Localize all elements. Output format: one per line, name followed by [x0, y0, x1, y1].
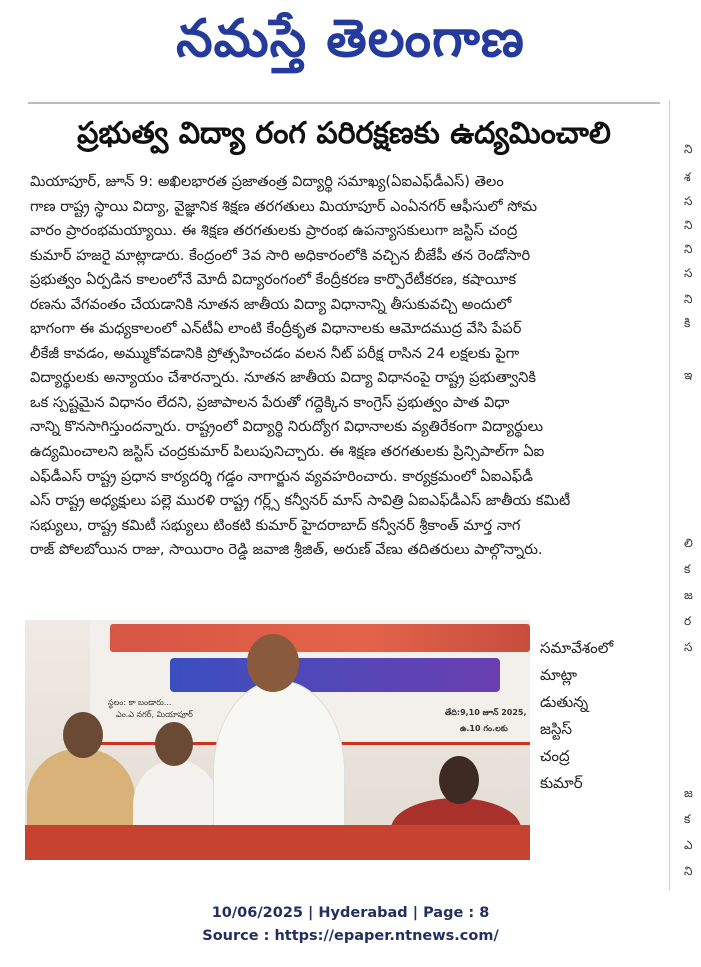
- article-line: గాణ రాష్ట్ర స్థాయి విద్యా, వైజ్ఞానిక శిక్షణ తరగతులు మియాపూర్ ఎంఏనగర్ ఆఫీసులో సోమ: [30, 197, 538, 215]
- caption-line: జస్టిస్: [540, 720, 573, 738]
- masthead: [0, 0, 701, 80]
- article-line: నాన్ని కొనసాగిస్తుందన్నారు. రాష్ట్రంలో విద్యార్థి నిరుద్యోగ విధానాలకు వ్యతిరేకంగా విద్యార్థులు: [30, 418, 544, 436]
- strip-glyph: ఎ: [684, 838, 693, 852]
- adjacent-article-strip: [676, 96, 701, 896]
- article-line: ఎస్ రాష్ట్ర అధ్యక్షులు పల్లె మురళి రాష్ట్ర గర్ల్స్ కన్వీనర్ మాస్ సావిత్రి ఏఐఎఫ్‌డీఎస్ జాతీయ కమిటీ: [30, 492, 571, 510]
- article-line: ఒక స్పష్టమైన విధానం లేదని, ప్రజాపాలన పేరుతో గద్దెక్కిన కాంగ్రెస్ ప్రభుత్వం పాత విధా: [30, 393, 510, 411]
- strip-glyph: ని: [684, 864, 693, 878]
- caption-line: కుమార్: [540, 774, 583, 792]
- person-second-head: [155, 722, 193, 766]
- strip-glyph: కి: [684, 316, 691, 330]
- article-line: ఉద్యమించాలని జస్టిస్ చంద్రకుమార్ పిలుపునిచ్చారు. ఈ శిక్షణ తరగతులకు ప్రిన్సిపాల్‌గా ఏఐ: [30, 443, 545, 461]
- article-line: వారం ప్రారంభమయ్యాయి. ఈ శిక్షణ తరగతులకు ప్రారంభ ఉపన్యాసకులుగా జస్టిస్ చంద్ర: [30, 222, 518, 240]
- person-left-head: [63, 712, 103, 758]
- caption-line: సమావేశంలో: [540, 639, 614, 657]
- banner-title-strip: [110, 624, 530, 652]
- strip-glyph: స: [684, 266, 693, 280]
- article-line: మియాపూర్, జూన్ 9: అఖిలభారత ప్రజాతంత్ర విద్యార్థి సమాఖ్య(ఏఐఎఫ్‌డీఎస్) తెలం: [30, 173, 504, 190]
- strip-glyph: స: [684, 640, 693, 654]
- banner-time: ఉ.10 గం.లకు: [460, 724, 508, 733]
- strip-glyph: ని: [684, 142, 693, 156]
- footer-date-city-page: 10/06/2025 | Hyderabad | Page : 8: [211, 905, 490, 921]
- article-line: ప్రభుత్వం ఏర్పడిన కాలంలోనే మోదీ విద్యారంగంలో కేంద్రీకరణ కార్పొరేటీకరణ, కషాయీక: [30, 271, 517, 289]
- strip-glyph: స: [684, 194, 693, 208]
- article-line: కుమార్ హజరై మాట్లాడారు. కేంద్రంలో 3వ సారి అధికారంలోకి వచ్చిన బీజేపీ తన రెండోసారి: [30, 246, 531, 264]
- banner-subtitle-strip: [170, 658, 500, 692]
- stage-table: [25, 825, 530, 860]
- article-line: లీకేజీ కావడం, అమ్ముకోవడానికి ప్రోత్సహించడం వలన నీట్ పరీక్ష రాసిన 24 లక్షలకు పైగా: [30, 344, 520, 362]
- strip-glyph: ఇ: [684, 368, 693, 382]
- strip-glyph: జ: [684, 786, 693, 800]
- article-line: రాజ్ పోలబోయిన రాజు, సాయిరాం రెడ్డి జవాజి శ్రీజిత్, అరుణ్ వేణు తదితరులు పాల్గొన్నారు.: [30, 541, 543, 559]
- article-line: ఎఫ్‌డీఎస్ రాష్ట్ర ప్రధాన కార్యదర్శి గడ్డం నాగార్జున వ్యవహరించారు. కార్యక్రమంలో ఏఐఎఫ్‌డీ: [30, 467, 533, 485]
- page-divider: [669, 100, 670, 890]
- caption-line: డుతున్న: [540, 693, 589, 711]
- strip-glyph: ర: [684, 614, 692, 628]
- article-body: [30, 170, 660, 612]
- strip-glyph: ని: [684, 292, 693, 306]
- strip-glyph: శ: [684, 170, 691, 184]
- banner-date: తేది:9,10 జూన్ 2025,: [445, 708, 527, 717]
- article-line: భాగంగా ఈ మధ్యకాలంలో ఎన్‌టీఏ లాంటి కేంద్రీకృత విధానాలకు ఆమోదముద్ర వేసి పేపర్: [30, 320, 522, 338]
- newspaper-logo: నమస్తే తెలంగాణ: [176, 9, 525, 69]
- strip-glyph: ని: [684, 218, 693, 232]
- article-line: విద్యార్థులకు అన్యాయం చేశారన్నారు. నూతన జాతీయ విద్యా విధానంపై రాష్ట్ర ప్రభుత్వానికి: [30, 369, 537, 387]
- strip-glyph: ని: [684, 242, 693, 256]
- article-headline: ప్రభుత్వ విద్యా రంగ పరిరక్షణకు ఉద్యమించాలి: [77, 116, 611, 151]
- caption-line: చంద్ర: [540, 747, 570, 765]
- article-line: సభ్యులు, రాష్ట్ర కమిటీ సభ్యులు టింకటి కుమార్ హైదరాబాద్ కన్వీనర్ శ్రీకాంత్ మార్త నాగ: [30, 516, 521, 534]
- speaker-head: [247, 634, 299, 692]
- news-photo: [25, 620, 530, 860]
- article-line: రణను వేగవంతం చేయడానికి నూతన జాతీయ విద్యా విధానాన్ని తీసుకువచ్చి అందులో: [30, 295, 512, 313]
- headline-rule: [28, 102, 660, 104]
- strip-glyph: క: [684, 562, 691, 576]
- banner-venue-2: ఎం.ఎ నగర్, మియాపూర్: [116, 710, 193, 719]
- strip-glyph: లి: [684, 536, 693, 550]
- caption-line: మాట్లా: [540, 666, 578, 684]
- strip-glyph: జ: [684, 588, 693, 602]
- person-woman-head: [439, 756, 479, 804]
- banner-venue: స్థలం: కా బండారు...: [108, 698, 172, 707]
- strip-glyph: క: [684, 812, 691, 826]
- footer-source: Source : https://epaper.ntnews.com/: [202, 928, 499, 944]
- page-footer: [0, 902, 701, 948]
- photo-caption: [540, 635, 650, 835]
